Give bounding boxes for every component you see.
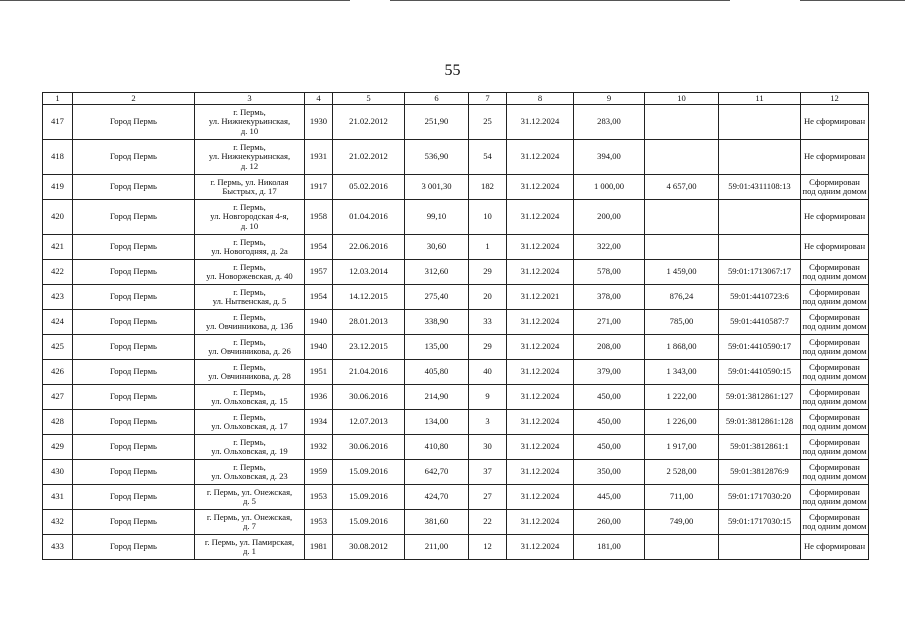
municipality-cell: Город Пермь: [73, 485, 195, 510]
address-cell: [195, 105, 305, 140]
address-line: г. Пермь,: [233, 106, 266, 117]
row-number-cell: 427: [43, 385, 73, 410]
address-line: г. Пермь,: [233, 261, 266, 272]
residents-count-cell: 33: [469, 310, 507, 335]
residents-count-cell: 37: [469, 460, 507, 485]
status-cell: Не сформирован: [801, 535, 869, 560]
municipality-cell: Город Пермь: [73, 235, 195, 260]
address-cell: [195, 200, 305, 235]
area-cell: 424,70: [405, 485, 469, 510]
municipality-cell: Город Пермь: [73, 310, 195, 335]
build-year-cell: 1932: [305, 435, 333, 460]
area-cell: 211,00: [405, 535, 469, 560]
cost-cell: 450,00: [574, 435, 645, 460]
column-number-cell: 12: [801, 93, 869, 105]
cadastral-number-cell: 59:01:3812861:1: [719, 435, 801, 460]
address-line: д. 10: [240, 125, 259, 136]
deadline-cell: 31.12.2024: [507, 105, 574, 140]
table-row: [43, 105, 869, 140]
residents-count-cell: 29: [469, 335, 507, 360]
address-line: д. 5: [243, 496, 256, 506]
address-line: ул. Овчинникова, д. 13б: [206, 321, 293, 331]
row-number-cell: 431: [43, 485, 73, 510]
deadline-cell: 31.12.2024: [507, 200, 574, 235]
table-row: [43, 360, 869, 385]
address-cell: [195, 385, 305, 410]
row-number-cell: 422: [43, 260, 73, 285]
column-number-cell: 5: [333, 93, 405, 105]
column-number-cell: 6: [405, 93, 469, 105]
value-cell: 2 528,00: [645, 460, 719, 485]
cost-cell: 350,00: [574, 460, 645, 485]
value-cell: [645, 200, 719, 235]
date-cell: 12.07.2013: [333, 410, 405, 435]
address-cell: [195, 335, 305, 360]
value-cell: 4 657,00: [645, 175, 719, 200]
table-row: [43, 485, 869, 510]
address-line: д. 12: [240, 160, 259, 171]
top-rule-right: [800, 0, 905, 1]
date-cell: 21.02.2012: [333, 140, 405, 175]
address-line: г. Пермь,: [233, 201, 266, 212]
cost-cell: 181,00: [574, 535, 645, 560]
cadastral-number-cell: 59:01:3812876:9: [719, 460, 801, 485]
area-cell: 275,40: [405, 285, 469, 310]
cost-cell: 208,00: [574, 335, 645, 360]
address-line: ул. Ольховская, д. 19: [211, 446, 288, 456]
municipality-cell: Город Пермь: [73, 360, 195, 385]
table-row: [43, 510, 869, 535]
area-cell: 642,70: [405, 460, 469, 485]
deadline-cell: 31.12.2024: [507, 175, 574, 200]
cost-cell: 260,00: [574, 510, 645, 535]
cadastral-number-cell: 59:01:4410723:6: [719, 285, 801, 310]
build-year-cell: 1940: [305, 335, 333, 360]
cadastral-number-cell: [719, 200, 801, 235]
page-number: 55: [444, 62, 461, 79]
value-cell: [645, 105, 719, 140]
address-line: г. Пермь, ул. Николая: [210, 176, 289, 187]
municipality-cell: Город Пермь: [73, 140, 195, 175]
area-cell: 135,00: [405, 335, 469, 360]
address-line: г. Пермь,: [233, 286, 266, 297]
status-cell: Не сформирован: [801, 140, 869, 175]
column-number-cell: 10: [645, 93, 719, 105]
date-cell: 15.09.2016: [333, 460, 405, 485]
municipality-cell: Город Пермь: [73, 435, 195, 460]
address-cell: [195, 410, 305, 435]
area-cell: 338,90: [405, 310, 469, 335]
build-year-cell: 1954: [305, 285, 333, 310]
date-cell: 22.06.2016: [333, 235, 405, 260]
cost-cell: 445,00: [574, 485, 645, 510]
deadline-cell: 31.12.2024: [507, 435, 574, 460]
value-cell: 749,00: [645, 510, 719, 535]
municipality-cell: Город Пермь: [73, 460, 195, 485]
row-number-cell: 421: [43, 235, 73, 260]
cost-cell: 271,00: [574, 310, 645, 335]
date-cell: 05.02.2016: [333, 175, 405, 200]
address-line: д. 1: [243, 546, 256, 556]
residents-count-cell: 1: [469, 235, 507, 260]
cadastral-number-cell: 59:01:1717030:15: [719, 510, 801, 535]
date-cell: 21.04.2016: [333, 360, 405, 385]
row-number-cell: 425: [43, 335, 73, 360]
date-cell: 14.12.2015: [333, 285, 405, 310]
column-number-cell: 8: [507, 93, 574, 105]
value-cell: 785,00: [645, 310, 719, 335]
address-line: ул. Нижнекурьинская,: [208, 116, 291, 127]
residents-count-cell: 27: [469, 485, 507, 510]
date-cell: 23.12.2015: [333, 335, 405, 360]
top-rule-left: [0, 0, 350, 1]
address-cell: [195, 140, 305, 175]
area-cell: 3 001,30: [405, 175, 469, 200]
municipality-cell: Город Пермь: [73, 260, 195, 285]
row-number-cell: 417: [43, 105, 73, 140]
residents-count-cell: 10: [469, 200, 507, 235]
area-cell: 312,60: [405, 260, 469, 285]
build-year-cell: 1954: [305, 235, 333, 260]
cost-cell: 379,00: [574, 360, 645, 385]
address-line: д. 7: [243, 521, 256, 531]
cadastral-number-cell: 59:01:4410590:15: [719, 360, 801, 385]
value-cell: 1 459,00: [645, 260, 719, 285]
address-cell: [195, 360, 305, 385]
row-number-cell: 430: [43, 460, 73, 485]
deadline-cell: 31.12.2024: [507, 410, 574, 435]
date-cell: 21.02.2012: [333, 105, 405, 140]
cadastral-number-cell: 59:01:3812861:127: [719, 385, 801, 410]
address-line: д. 10: [240, 220, 259, 231]
cost-cell: 450,00: [574, 410, 645, 435]
residents-count-cell: 29: [469, 260, 507, 285]
address-line: ул. Ольховская, д. 17: [211, 421, 288, 431]
table-row: [43, 200, 869, 235]
address-line: ул. Овчинникова, д. 28: [208, 371, 291, 381]
deadline-cell: 31.12.2024: [507, 510, 574, 535]
residents-count-cell: 9: [469, 385, 507, 410]
cost-cell: 578,00: [574, 260, 645, 285]
date-cell: 28.01.2013: [333, 310, 405, 335]
value-cell: [645, 535, 719, 560]
address-line: ул. Нижнекурьинская,: [208, 151, 291, 162]
address-line: ул. Новогодняя, д. 2а: [211, 246, 288, 256]
build-year-cell: 1951: [305, 360, 333, 385]
address-cell: [195, 285, 305, 310]
residents-count-cell: 25: [469, 105, 507, 140]
value-cell: [645, 140, 719, 175]
area-cell: 30,60: [405, 235, 469, 260]
deadline-cell: 31.12.2024: [507, 140, 574, 175]
cost-cell: 378,00: [574, 285, 645, 310]
build-year-cell: 1957: [305, 260, 333, 285]
address-line: ул. Новоржевская, д. 40: [206, 271, 293, 281]
value-cell: 1 917,00: [645, 435, 719, 460]
date-cell: 30.08.2012: [333, 535, 405, 560]
residents-count-cell: 20: [469, 285, 507, 310]
area-cell: 214,90: [405, 385, 469, 410]
date-cell: 15.09.2016: [333, 485, 405, 510]
address-line: г. Пермь,: [233, 361, 266, 372]
deadline-cell: 31.12.2024: [507, 310, 574, 335]
status-cell: Сформирован под одним домом: [801, 435, 869, 460]
cadastral-number-cell: 59:01:1713067:17: [719, 260, 801, 285]
address-line: г. Пермь,: [233, 461, 266, 472]
status-cell: Сформирован под одним домом: [801, 410, 869, 435]
municipality-cell: Город Пермь: [73, 385, 195, 410]
deadline-cell: 31.12.2024: [507, 385, 574, 410]
column-number-cell: 2: [73, 93, 195, 105]
table-row: [43, 260, 869, 285]
address-line: Быстрых, д. 17: [222, 186, 277, 196]
status-cell: Сформирован под одним домом: [801, 310, 869, 335]
column-number-cell: 11: [719, 93, 801, 105]
row-number-cell: 428: [43, 410, 73, 435]
deadline-cell: 31.12.2024: [507, 460, 574, 485]
column-number-cell: 3: [195, 93, 305, 105]
deadline-cell: 31.12.2021: [507, 285, 574, 310]
area-cell: 134,00: [405, 410, 469, 435]
cadastral-number-cell: 59:01:3812861:128: [719, 410, 801, 435]
address-line: ул. Ольховская, д. 23: [211, 471, 288, 481]
address-cell: [195, 535, 305, 560]
status-cell: Сформирован под одним домом: [801, 285, 869, 310]
municipality-cell: Город Пермь: [73, 335, 195, 360]
status-cell: Сформирован под одним домом: [801, 485, 869, 510]
value-cell: 1 868,00: [645, 335, 719, 360]
status-cell: Сформирован под одним домом: [801, 510, 869, 535]
table-row: [43, 335, 869, 360]
table-row: [43, 285, 869, 310]
residents-count-cell: 54: [469, 140, 507, 175]
address-line: ул. Новгородская 4-я,: [210, 211, 289, 222]
municipality-cell: Город Пермь: [73, 200, 195, 235]
address-line: ул. Ольховская, д. 15: [211, 396, 288, 406]
address-line: г. Пермь, ул. Онежская,: [206, 486, 293, 497]
address-line: г. Пермь,: [233, 141, 266, 152]
row-number-cell: 423: [43, 285, 73, 310]
column-number-cell: 1: [43, 93, 73, 105]
area-cell: 536,90: [405, 140, 469, 175]
address-cell: [195, 460, 305, 485]
address-line: ул. Нытвенская, д. 5: [212, 296, 287, 306]
municipality-cell: Город Пермь: [73, 175, 195, 200]
column-number-cell: 7: [469, 93, 507, 105]
area-cell: 410,80: [405, 435, 469, 460]
cost-cell: 322,00: [574, 235, 645, 260]
address-line: ул. Овчинникова, д. 26: [208, 346, 291, 356]
address-line: г. Пермь,: [233, 411, 266, 422]
municipality-cell: Город Пермь: [73, 285, 195, 310]
build-year-cell: 1981: [305, 535, 333, 560]
address-cell: [195, 310, 305, 335]
table-row: [43, 460, 869, 485]
cadastral-number-cell: [719, 105, 801, 140]
address-cell: [195, 485, 305, 510]
deadline-cell: 31.12.2024: [507, 335, 574, 360]
build-year-cell: 1959: [305, 460, 333, 485]
status-cell: Не сформирован: [801, 235, 869, 260]
residents-count-cell: 22: [469, 510, 507, 535]
value-cell: 1 222,00: [645, 385, 719, 410]
build-year-cell: 1934: [305, 410, 333, 435]
municipality-cell: Город Пермь: [73, 410, 195, 435]
build-year-cell: 1940: [305, 310, 333, 335]
table-row: [43, 175, 869, 200]
status-cell: Сформирован под одним домом: [801, 360, 869, 385]
deadline-cell: 31.12.2024: [507, 535, 574, 560]
residents-count-cell: 30: [469, 435, 507, 460]
cost-cell: 1 000,00: [574, 175, 645, 200]
status-cell: Сформирован под одним домом: [801, 335, 869, 360]
address-cell: [195, 175, 305, 200]
date-cell: 30.06.2016: [333, 385, 405, 410]
table-row: [43, 410, 869, 435]
row-number-cell: 419: [43, 175, 73, 200]
row-number-cell: 429: [43, 435, 73, 460]
address-cell: [195, 510, 305, 535]
cadastral-number-cell: [719, 535, 801, 560]
residents-count-cell: 3: [469, 410, 507, 435]
address-line: г. Пермь,: [233, 236, 266, 247]
address-cell: [195, 260, 305, 285]
table-row: [43, 385, 869, 410]
row-number-cell: 432: [43, 510, 73, 535]
deadline-cell: 31.12.2024: [507, 260, 574, 285]
municipality-cell: Город Пермь: [73, 535, 195, 560]
table-row: [43, 535, 869, 560]
status-cell: Сформирован под одним домом: [801, 460, 869, 485]
status-cell: Не сформирован: [801, 200, 869, 235]
deadline-cell: 31.12.2024: [507, 485, 574, 510]
table-row: [43, 435, 869, 460]
area-cell: 405,80: [405, 360, 469, 385]
row-number-cell: 418: [43, 140, 73, 175]
column-number-row: [43, 93, 869, 105]
status-cell: Сформирован под одним домом: [801, 385, 869, 410]
value-cell: 876,24: [645, 285, 719, 310]
deadline-cell: 31.12.2024: [507, 360, 574, 385]
cost-cell: 283,00: [574, 105, 645, 140]
date-cell: 01.04.2016: [333, 200, 405, 235]
area-cell: 99,10: [405, 200, 469, 235]
cadastral-number-cell: [719, 235, 801, 260]
value-cell: 1 343,00: [645, 360, 719, 385]
municipality-cell: Город Пермь: [73, 510, 195, 535]
residents-count-cell: 40: [469, 360, 507, 385]
deadline-cell: 31.12.2024: [507, 235, 574, 260]
cadastral-number-cell: 59:01:4410587:7: [719, 310, 801, 335]
cadastral-number-cell: 59:01:4410590:17: [719, 335, 801, 360]
cost-cell: 200,00: [574, 200, 645, 235]
column-number-cell: 4: [305, 93, 333, 105]
value-cell: 1 226,00: [645, 410, 719, 435]
build-year-cell: 1958: [305, 200, 333, 235]
address-line: г. Пермь, ул. Онежская,: [206, 511, 293, 522]
row-number-cell: 426: [43, 360, 73, 385]
address-line: г. Пермь,: [233, 436, 266, 447]
residents-count-cell: 12: [469, 535, 507, 560]
address-line: г. Пермь,: [233, 311, 266, 322]
row-number-cell: 420: [43, 200, 73, 235]
date-cell: 12.03.2014: [333, 260, 405, 285]
build-year-cell: 1917: [305, 175, 333, 200]
status-cell: Сформирован под одним домом: [801, 175, 869, 200]
date-cell: 30.06.2016: [333, 435, 405, 460]
table-row: [43, 310, 869, 335]
build-year-cell: 1931: [305, 140, 333, 175]
table-row: [43, 235, 869, 260]
address-line: г. Пермь,: [233, 336, 266, 347]
build-year-cell: 1936: [305, 385, 333, 410]
address-cell: [195, 235, 305, 260]
residents-count-cell: 182: [469, 175, 507, 200]
build-year-cell: 1953: [305, 485, 333, 510]
build-year-cell: 1930: [305, 105, 333, 140]
address-line: г. Пермь, ул. Памирская,: [204, 536, 295, 547]
cadastral-number-cell: 59:01:4311108:13: [719, 175, 801, 200]
date-cell: 15.09.2016: [333, 510, 405, 535]
top-rule-mid: [390, 0, 730, 1]
register-table: [42, 92, 869, 560]
address-line: г. Пермь,: [233, 386, 266, 397]
address-cell: [195, 435, 305, 460]
status-cell: Не сформирован: [801, 105, 869, 140]
row-number-cell: 424: [43, 310, 73, 335]
cost-cell: 394,00: [574, 140, 645, 175]
value-cell: 711,00: [645, 485, 719, 510]
value-cell: [645, 235, 719, 260]
build-year-cell: 1953: [305, 510, 333, 535]
cost-cell: 450,00: [574, 385, 645, 410]
municipality-cell: Город Пермь: [73, 105, 195, 140]
column-number-cell: 9: [574, 93, 645, 105]
row-number-cell: 433: [43, 535, 73, 560]
cadastral-number-cell: [719, 140, 801, 175]
cadastral-number-cell: 59:01:1717030:20: [719, 485, 801, 510]
area-cell: 381,60: [405, 510, 469, 535]
status-cell: Сформирован под одним домом: [801, 260, 869, 285]
table-row: [43, 140, 869, 175]
area-cell: 251,90: [405, 105, 469, 140]
